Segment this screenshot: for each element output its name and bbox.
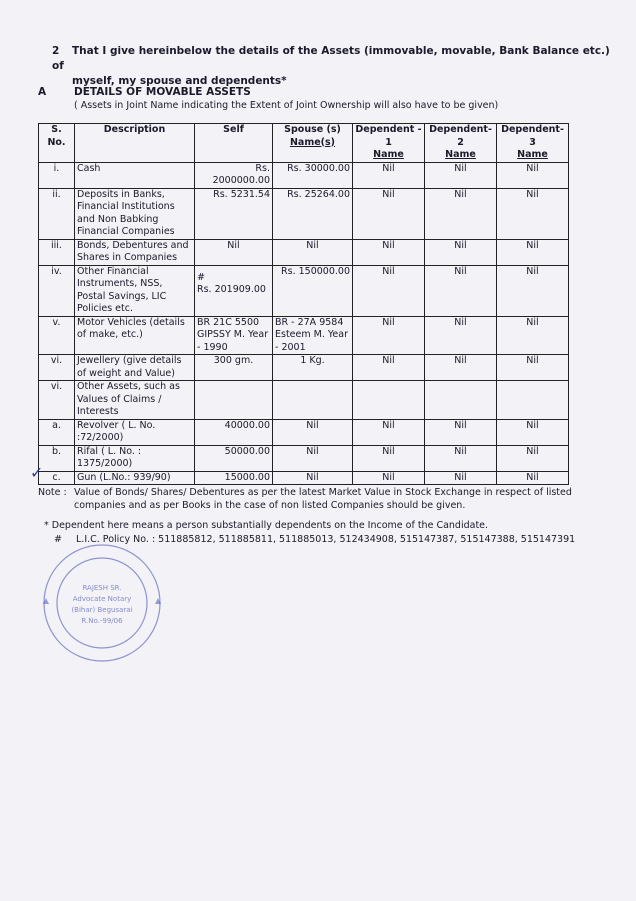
section-title xyxy=(38,86,251,98)
cell-dependent-3: Nil xyxy=(497,471,569,485)
stamp-line-2: Advocate Notary xyxy=(72,595,132,603)
header-sno: S. No. xyxy=(39,124,75,163)
cell-dependent-2 xyxy=(425,381,497,420)
header-dependent-3: Dependent-3 Name xyxy=(497,124,569,163)
cell-dependent-2: Nil xyxy=(425,265,497,316)
section-title-text: DETAILS OF MOVABLE ASSETS xyxy=(74,86,251,98)
cell-dependent-2: Nil xyxy=(425,162,497,188)
heading-number: 2 xyxy=(52,45,60,57)
cell-spouse xyxy=(273,381,353,420)
cell-spouse: Nil xyxy=(273,471,353,485)
dependent-note: * Dependent here means a person substantially dependents on the Income of the Candidate. xyxy=(44,520,489,531)
cell-dependent-1: Nil xyxy=(353,355,425,381)
note-line-1: Value of Bonds/ Shares/ Debentures as per the latest Market Value in Stock Exchange in respect of listed xyxy=(74,487,572,498)
cell-description: Revolver ( L. No. :72/2000) xyxy=(75,419,195,445)
cell-sno: iv. xyxy=(39,265,75,316)
cell-dependent-2: Nil xyxy=(425,471,497,485)
cell-dependent-2: Nil xyxy=(425,316,497,355)
cell-spouse: Rs. 150000.00 xyxy=(273,265,353,316)
cell-description: Motor Vehicles (details of make, etc.) xyxy=(75,316,195,355)
header-spouse: Spouse (s) Name(s) xyxy=(273,124,353,163)
table-row xyxy=(39,162,569,188)
declaration-heading xyxy=(52,44,612,89)
table-row xyxy=(39,239,569,265)
lic-policy-text: L.I.C. Policy No. : 511885812, 511885811, 511885013, 512434908, 515147387, 515147388, 515147391 xyxy=(76,534,576,545)
cell-self: BR 21C 5500 GIPSSY M. Year - 1990 xyxy=(195,316,273,355)
cell-description: Cash xyxy=(75,162,195,188)
table-row xyxy=(39,316,569,355)
valuation-note xyxy=(38,486,578,512)
note-label: Note : xyxy=(38,487,67,498)
header-dependent-2: Dependent-2 Name xyxy=(425,124,497,163)
section-letter: A xyxy=(38,86,47,98)
table-row xyxy=(39,265,569,316)
cell-sno: a. xyxy=(39,419,75,445)
cell-dependent-3: Nil xyxy=(497,265,569,316)
cell-dependent-2: Nil xyxy=(425,188,497,239)
cell-dependent-3: Nil xyxy=(497,419,569,445)
cell-dependent-3: Nil xyxy=(497,445,569,471)
table-row xyxy=(39,355,569,381)
table-row xyxy=(39,381,569,420)
movable-assets-table xyxy=(38,123,569,485)
cell-description: Bonds, Debentures and Shares in Companies xyxy=(75,239,195,265)
cell-dependent-1: Nil xyxy=(353,239,425,265)
cell-dependent-3: Nil xyxy=(497,316,569,355)
heading-line-1: That I give hereinbelow the details of the Assets (immovable, movable, Bank Balance etc.) of xyxy=(52,45,610,72)
stamp-outer-ring xyxy=(44,545,160,661)
hash-mark: # xyxy=(197,271,205,283)
cell-self: 40000.00 xyxy=(195,419,273,445)
cell-sno: vi. xyxy=(39,381,75,420)
cell-description: Gun (L.No.: 939/90) xyxy=(75,471,195,485)
heading-line-2: myself, my spouse and dependents* xyxy=(72,75,287,87)
cell-self: Rs. 2000000.00 xyxy=(195,162,273,188)
notary-stamp xyxy=(34,538,170,668)
cell-dependent-2: Nil xyxy=(425,419,497,445)
cell-description: Deposits in Banks, Financial Institutions and Non Babking Financial Companies xyxy=(75,188,195,239)
cell-description: Rifal ( L. No. : 1375/2000) xyxy=(75,445,195,471)
cell-sno: ii. xyxy=(39,188,75,239)
cell-self: 15000.00 xyxy=(195,471,273,485)
cell-sno: c. xyxy=(39,471,75,485)
stamp-inner-ring xyxy=(57,558,147,648)
section-subtitle: ( Assets in Joint Name indicating the Extent of Joint Ownership will also have to be given) xyxy=(74,100,499,111)
header-self: Self xyxy=(195,124,273,163)
cell-self: Nil xyxy=(195,239,273,265)
cell-description: Other Financial Instruments, NSS, Postal Savings, LIC Policies etc. xyxy=(75,265,195,316)
cell-description: Other Assets, such as Values of Claims / Interests xyxy=(75,381,195,420)
cell-dependent-3: Nil xyxy=(497,188,569,239)
cell-description: Jewellery (give details of weight and Value) xyxy=(75,355,195,381)
cell-dependent-1: Nil xyxy=(353,265,425,316)
lic-hash-mark: # xyxy=(54,534,62,545)
cell-self: 50000.00 xyxy=(195,445,273,471)
note-line-2: companies and as per Books in the case of non listed Companies should be given. xyxy=(74,500,466,511)
cell-dependent-1: Nil xyxy=(353,445,425,471)
cell-dependent-1: Nil xyxy=(353,162,425,188)
cell-dependent-1 xyxy=(353,381,425,420)
cell-dependent-3: Nil xyxy=(497,355,569,381)
cell-sno: b. xyxy=(39,445,75,471)
cell-spouse: Rs. 25264.00 xyxy=(273,188,353,239)
table-row xyxy=(39,445,569,471)
cell-dependent-3: Nil xyxy=(497,162,569,188)
cell-sno: i. xyxy=(39,162,75,188)
table-row xyxy=(39,471,569,485)
cell-spouse: Rs. 30000.00 xyxy=(273,162,353,188)
stamp-line-1: RAJESH SR. xyxy=(82,584,122,592)
cell-spouse: Nil xyxy=(273,445,353,471)
cell-self: # Rs. 201909.00 xyxy=(195,265,273,316)
cell-spouse: Nil xyxy=(273,239,353,265)
cell-self: Rs. 5231.54 xyxy=(195,188,273,239)
cell-dependent-2: Nil xyxy=(425,239,497,265)
cell-dependent-3: Nil xyxy=(497,239,569,265)
check-mark-icon: ✓ xyxy=(30,463,44,482)
header-dependent-1: Dependent - 1 Name xyxy=(353,124,425,163)
cell-spouse: 1 Kg. xyxy=(273,355,353,381)
table-row xyxy=(39,188,569,239)
cell-dependent-1: Nil xyxy=(353,316,425,355)
cell-dependent-2: Nil xyxy=(425,355,497,381)
header-description: Description xyxy=(75,124,195,163)
cell-sno: v. xyxy=(39,316,75,355)
cell-spouse: Nil xyxy=(273,419,353,445)
table-header-row xyxy=(39,124,569,163)
cell-dependent-1: Nil xyxy=(353,471,425,485)
stamp-line-3: (Bihar) Begusarai xyxy=(71,606,133,614)
table-row xyxy=(39,419,569,445)
cell-dependent-2: Nil xyxy=(425,445,497,471)
cell-dependent-1: Nil xyxy=(353,188,425,239)
cell-self xyxy=(195,381,273,420)
cell-self: 300 gm. xyxy=(195,355,273,381)
cell-spouse: BR - 27A 9584 Esteem M. Year - 2001 xyxy=(273,316,353,355)
cell-dependent-1: Nil xyxy=(353,419,425,445)
cell-dependent-3 xyxy=(497,381,569,420)
stamp-line-4: R.No.-99/06 xyxy=(81,617,123,625)
cell-sno: vi. xyxy=(39,355,75,381)
cell-sno: iii. xyxy=(39,239,75,265)
